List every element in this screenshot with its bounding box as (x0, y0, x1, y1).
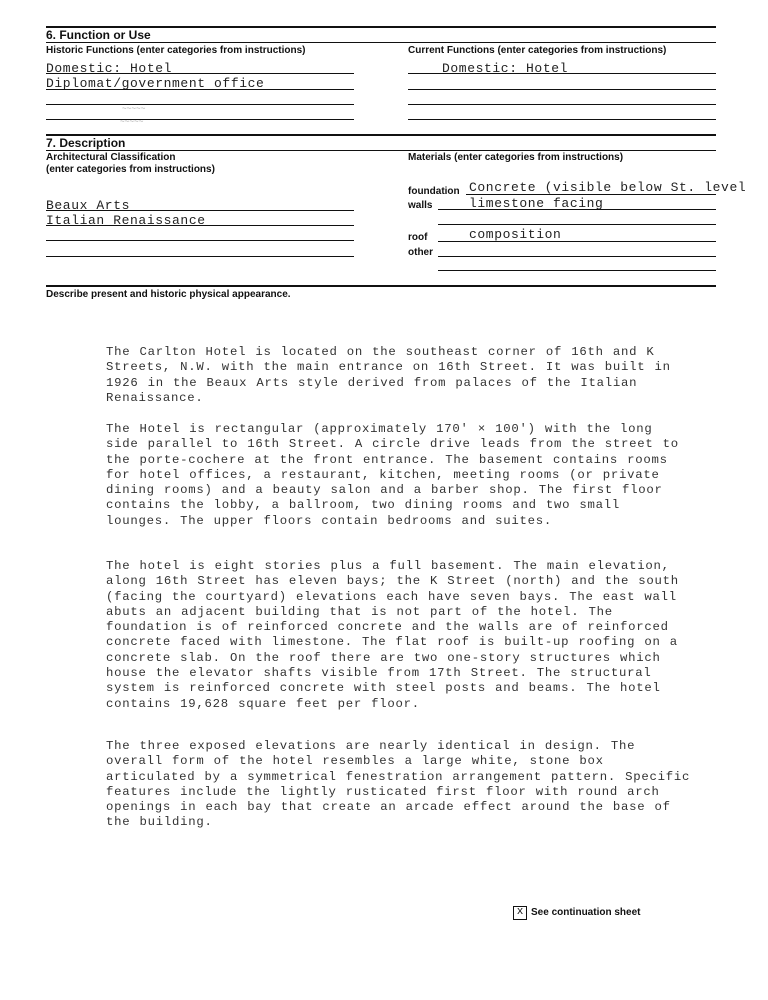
section-7-top-rule (46, 134, 716, 136)
other-line-1 (438, 256, 716, 257)
materials-label: Materials (enter categories from instructions) (408, 152, 624, 163)
arch-line-3 (46, 240, 354, 241)
current-function-1: Domestic: Hotel (442, 61, 569, 76)
arch-classification-label: Architectural Classification (46, 152, 176, 163)
description-paragraph-2: The Hotel is rectangular (approximately 170′ × 100′) with the long side parallel to 16th Street. A circle drive leads from the street to the porte-cochere at the front entrance. The basement contains rooms for hotel offices, a restaurant, kitchen, meeting rooms (or private dining rooms) and a beauty salon and a barber shop. The first floor contains the lobby, a ballroom, two dining rooms and two small lounges. The upper floors contain bedrooms and suites. (106, 422, 679, 528)
historic-function-1: Domestic: Hotel (46, 61, 173, 76)
description-paragraph-3: The hotel is eight stories plus a full basement. The main elevation, along 16th Street has eleven bays; the K Street (north) and the south (facing the courtyard) elevations each have seven bays. The east wall abuts an adjacent building that is not part of the hotel. The foundation is of reinforced concrete and the walls are of reinforced concrete faced with limestone. The flat roof is built-up roofing on a concrete slab. On the roof there are two one-story structures which house the elevator shafts visible from 17th Street. The structural system is reinforced concrete with steel posts and beams. The hotel contains 19,628 square feet per floor. (106, 559, 679, 711)
current-functions-label: Current Functions (enter categories from instructions) (408, 45, 667, 56)
section-7-heading: 7. Description (46, 136, 126, 150)
arch-line-1 (46, 210, 354, 211)
describe-label: Describe present and historic physical appearance. (46, 289, 291, 300)
faint-stamp-mark-2: ~~~~~ (120, 117, 144, 126)
roof-line (438, 241, 716, 242)
arch-class-1: Beaux Arts (46, 198, 131, 213)
other-line-2 (438, 270, 716, 271)
section-7-heading-rule (46, 150, 716, 151)
arch-line-4 (46, 256, 354, 257)
continuation-checkbox[interactable]: x (513, 906, 527, 920)
current-line-2 (408, 89, 716, 90)
walls-value: limestone facing (469, 196, 604, 211)
roof-label: roof (408, 232, 428, 243)
arch-classification-sublabel: (enter categories from instructions) (46, 164, 215, 175)
current-line-3 (408, 104, 716, 105)
historic-function-2: Diplomat/government office (46, 76, 265, 91)
current-line-4 (408, 119, 716, 120)
arch-line-2 (46, 225, 354, 226)
historic-functions-label: Historic Functions (enter categories from instructions) (46, 45, 306, 56)
continuation-label: See continuation sheet (531, 907, 641, 918)
walls-line (438, 209, 716, 210)
foundation-label: foundation (408, 186, 460, 197)
current-line-1 (408, 73, 716, 74)
historic-line-3 (46, 104, 354, 105)
historic-line-4 (46, 119, 354, 120)
walls-label: walls (408, 200, 433, 211)
roof-value: composition (469, 227, 562, 242)
section-6-heading-rule (46, 42, 716, 43)
arch-class-2: Italian Renaissance (46, 213, 206, 228)
foundation-value: Concrete (visible below St. level (469, 180, 747, 195)
historic-line-2 (46, 89, 354, 90)
walls-line-2 (438, 224, 716, 225)
description-paragraph-1: The Carlton Hotel is located on the southeast corner of 16th and K Streets, N.W. with the main entrance on 16th Street. It was built in 1926 in the Beaux Arts style derived from palaces of the Italian Renaissance. (106, 345, 671, 405)
describe-top-rule (46, 285, 716, 287)
other-label: other (408, 247, 433, 258)
historic-line-1 (46, 73, 354, 74)
faint-stamp-mark: ~~~~~ (122, 104, 146, 113)
description-paragraph-4: The three exposed elevations are nearly identical in design. The overall form of the hotel resembles a large white, stone box articulated by a symmetrical fenestration arrangement pattern. Specific features include the lightly rusticated first floor with round arch openings in each bay that create an arcade effect around the base of the building. (106, 739, 691, 830)
foundation-line (466, 194, 716, 195)
section-6-heading: 6. Function or Use (46, 28, 151, 42)
